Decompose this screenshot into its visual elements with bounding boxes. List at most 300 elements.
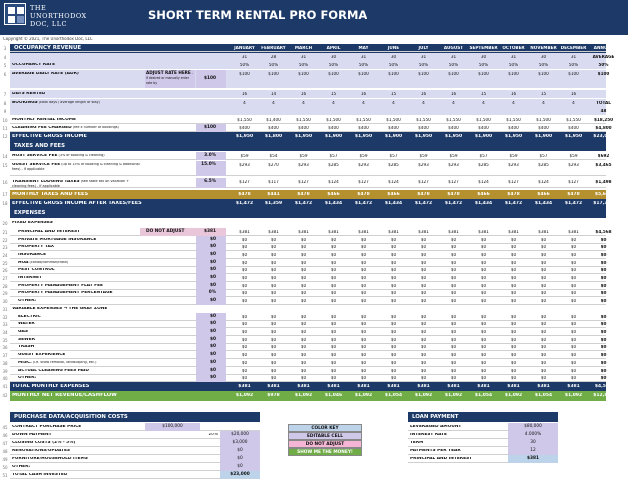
value-cell: 31 [450,55,457,59]
value-cell: $441 [267,192,280,197]
value-cell: $0 [270,361,277,365]
value-cell: $1,550 [416,118,431,122]
value-cell: $0 [330,330,337,334]
purchase-value[interactable]: $0 [220,463,260,471]
value-cell: $400 [418,126,429,130]
value-cell: $57 [329,154,338,158]
value-cell: $0 [480,376,487,380]
value-cell: $0 [270,322,277,326]
value-cell: 31 [510,55,517,59]
value-cell: $0 [540,376,547,380]
section-taxes-and-fees [10,141,606,151]
value-cell: $0 [330,276,337,280]
value-cell: 31 [300,55,307,59]
value-cell: $0 [570,261,577,265]
value-cell: $0 [360,284,367,288]
value-cell: $0 [540,261,547,265]
value-cell: $381 [418,230,429,234]
value-cell: $0 [420,268,427,272]
row-number: 26 [2,268,8,273]
purchase-price-input[interactable]: $100,000 [145,423,200,431]
value-cell: $0 [241,238,248,242]
value-cell: $0 [330,315,337,319]
value-cell: $0 [450,245,457,249]
value-cell: $0 [390,276,397,280]
value-cell: $381 [507,384,520,389]
color-key-dna: DO NOT ADJUST [288,440,362,448]
value-cell: $0 [540,284,547,288]
value-cell: $0 [540,245,547,249]
value-cell: $0 [570,322,577,326]
value-cell: $400 [388,126,399,130]
value-cell: $0 [450,353,457,357]
row-label: TRASH [18,345,35,349]
value-cell: $1,800 [264,134,283,139]
value-cell: $0 [450,238,457,242]
value-cell: $0 [480,291,487,295]
value-cell: $0 [510,353,517,357]
value-cell: $381 [477,384,490,389]
input-cell[interactable]: $0 [196,243,226,251]
row-number: 51 [2,473,8,478]
value-cell: $0 [600,338,607,342]
value-cell: $0 [570,315,577,319]
row-label: VARIABLE EXPENSES → THE GRAY ZONE [12,307,108,311]
value-cell: $0 [300,338,307,342]
value-cell: $1,500 [476,118,491,122]
value-cell: $1,434 [474,201,493,206]
row-number: 10 [2,118,8,123]
value-cell: $381 [327,384,340,389]
value-cell: $0 [360,338,367,342]
input-cell[interactable]: $100 [196,70,226,88]
value-cell: $0 [330,338,337,342]
value-cell: $478 [417,192,430,197]
value-cell: $0 [510,315,517,319]
value-cell: $1,950 [504,134,523,139]
value-cell: $0 [570,268,577,272]
value-cell: 50% [298,63,309,67]
value-cell: $57 [539,154,548,158]
value-cell: $0 [570,299,577,303]
row-number: 14 [2,154,8,159]
purchase-value[interactable]: $20,000 [220,431,260,439]
value-cell: $127 [358,180,369,184]
value-cell: $0 [600,322,607,326]
value-cell: $59 [509,154,518,158]
header-banner [0,0,628,35]
value-cell: $0 [270,369,277,373]
input-cell[interactable]: $0 [196,336,226,344]
value-cell: $0 [420,322,427,326]
value-cell: $1,950 [444,134,463,139]
value-cell: $0 [420,291,427,295]
value-cell: 50% [478,63,489,67]
value-cell: $100 [358,72,369,76]
loan-label: TERM [410,441,424,445]
row-number: 47 [2,441,8,446]
value-cell: $0 [270,299,277,303]
value-cell: $1,092 [504,393,523,398]
value-cell: 50% [448,63,459,67]
value-cell: $0 [330,253,337,257]
value-cell: $0 [330,369,337,373]
value-cell: $127 [508,180,519,184]
value-cell: $1,550 [446,118,461,122]
value-cell: $0 [480,299,487,303]
value-cell: $0 [270,353,277,357]
value-cell: $0 [600,315,607,319]
value-cell: 4 [332,101,335,105]
value-cell: $0 [570,245,577,249]
purchase-label: TOTAL CASH INVESTED [12,473,68,477]
value-cell: $0 [270,238,277,242]
value-cell: $5,655 [594,192,613,197]
value-cell: $0 [510,238,517,242]
loan-label: INTEREST RATE [410,433,447,437]
input-cell[interactable]: $0 [196,282,226,290]
input-cell[interactable]: $0 [196,297,226,305]
value-cell: 30 [480,55,487,59]
value-cell: $1,950 [294,134,313,139]
value-cell: $381 [238,384,251,389]
row-label: HOST SERVICE FEE (3% of booking & cleaning) [12,154,105,158]
value-cell: $0 [450,376,457,380]
value-cell: $0 [450,276,457,280]
value-cell: $0 [241,299,248,303]
value-cell: $59 [449,154,458,158]
value-cell: $0 [270,376,277,380]
value-cell: $0 [510,253,517,257]
row-label: BOOKINGS (total days / average length of stay) [12,101,100,105]
row-number: 50 [2,465,8,470]
row-label: TOTAL MONTHLY EXPENSES [12,384,90,389]
input-cell[interactable]: $100 [196,124,226,132]
value-cell: $0 [450,330,457,334]
value-cell: $0 [270,345,277,349]
row-label: TRANSIENT LODGING TAXES (see state tax on vacation + cleaning fees) - if applicable [12,180,129,188]
value-cell: $285 [328,163,339,167]
value-cell: $0 [600,276,607,280]
value-cell: $0 [540,299,547,303]
value-cell: 30 [390,55,397,59]
input-cell[interactable]: $381 [196,228,226,236]
row-label: ELECTRIC [18,315,41,319]
value-cell: $1,900 [474,134,493,139]
value-cell: $0 [570,291,577,295]
value-cell: $0 [450,338,457,342]
input-cell[interactable]: 15.0% [196,161,226,176]
row-number: 48 [2,449,8,454]
value-cell: $0 [270,291,277,295]
row-sublabel: (fee x number of bookings) [71,126,119,129]
row-number: 39 [2,369,8,374]
copyright-text: Copyright © 2021, The Unorthodox Doc, LLC [3,37,93,41]
input-cell[interactable]: $0 [196,251,226,259]
row-number: 6 [3,72,7,77]
purchase-label: OTHER: [12,465,31,469]
value-cell: 31 [420,55,427,59]
adjust-rate-note: ADJUST RATE HERE - if desired or manually enter rate by [145,70,195,88]
value-cell: $0 [300,238,307,242]
value-cell: $0 [480,261,487,265]
value-cell: $0 [540,353,547,357]
input-cell[interactable]: $0 [196,236,226,244]
value-cell: $0 [420,353,427,357]
input-cell[interactable]: $0 [196,351,226,359]
row-number: 22 [2,238,8,243]
value-cell: 4 [272,101,275,105]
value-cell: $0 [480,276,487,280]
value-cell: 15 [540,92,547,96]
value-cell: 15 [480,92,487,96]
row-label: CLEANING FEE CHARGED (fee x number of bookings) [12,126,119,130]
input-cell[interactable]: $0 [196,328,226,336]
value-cell: $1,092 [564,393,583,398]
month-header: NOVEMBER [530,46,557,50]
value-cell: $0 [480,268,487,272]
row-number: 32 [2,315,8,320]
value-cell: $0 [570,238,577,242]
loan-value[interactable]: 30 [508,439,558,447]
input-cell[interactable]: $0 [196,259,226,267]
value-cell: $0 [241,261,248,265]
value-cell: $0 [540,369,547,373]
value-cell: $0 [450,291,457,295]
value-cell: $466 [387,192,400,197]
value-cell: 4 [512,101,515,105]
input-cell[interactable]: $0 [196,343,226,351]
value-cell: $0 [510,330,517,334]
month-header: DECEMBER [560,46,587,50]
value-cell: $4,800 [595,126,612,130]
value-cell: $400 [239,126,250,130]
value-cell: $0 [600,245,607,249]
value-cell: $0 [480,238,487,242]
value-cell: $0 [330,299,337,303]
value-cell: $692 [597,154,610,158]
value-cell: 50% [328,63,339,67]
row-label: PROPERTY MANAGEMENT FLAT FEE [18,284,103,288]
value-cell: $0 [300,376,307,380]
value-cell: $0 [600,238,607,242]
value-cell: $0 [360,299,367,303]
value-cell: $59 [299,154,308,158]
value-cell: 48 [600,109,607,113]
value-cell: $0 [300,361,307,365]
value-cell: $0 [390,291,397,295]
value-cell: $0 [300,291,307,295]
loan-value[interactable]: 4.000% [508,431,558,439]
value-cell: $1,092 [414,393,433,398]
value-cell: $1,900 [324,134,343,139]
purchase-label: FURNITURE/HOUSEHOLD ITEMS [12,457,88,461]
row-label: MONTHLY NET REVENUE/CASHFLOW [12,393,117,398]
loan-value[interactable]: $80,000 [508,423,558,431]
value-cell: $0 [450,261,457,265]
purchase-label: DOWN PAYMENT [12,433,52,437]
value-cell: $381 [568,230,579,234]
value-cell: $1,434 [534,201,553,206]
loan-value[interactable]: 12 [508,447,558,455]
value-cell: $0 [420,276,427,280]
purchase-label: CONTRACT PURCHASE PRICE [12,425,82,429]
row-label: PROPERTY MANAGEMENT PERCENTAGE [18,291,113,295]
month-header: JUNE [387,46,400,50]
value-cell: $124 [388,180,399,184]
purchase-value[interactable]: $0 [220,455,260,463]
value-cell: $0 [600,330,607,334]
input-cell[interactable]: 3.0% [196,152,226,160]
value-cell: $0 [300,322,307,326]
value-cell: $466 [477,192,490,197]
row-label: GUEST SERVICE FEE (up to 15% of booking & cleaning & additional fees) - if applicable [12,163,140,171]
value-cell: $0 [540,322,547,326]
value-cell: $381 [357,384,370,389]
value-cell: $0 [450,361,457,365]
value-cell: $285 [478,163,489,167]
value-cell: $285 [388,163,399,167]
purchase-value: $23,000 [220,471,260,479]
value-cell: $0 [241,376,248,380]
value-cell: $0 [270,315,277,319]
value-cell: $0 [300,284,307,288]
value-cell: $0 [330,361,337,365]
value-cell: $0 [420,238,427,242]
value-cell: $1,092 [444,393,463,398]
value-cell: $400 [508,126,519,130]
month-header: AUGUST [443,46,464,50]
value-cell: $0 [241,276,248,280]
value-cell: $381 [267,384,280,389]
value-cell: $1,434 [384,201,403,206]
row-number: 38 [2,361,8,366]
row-label: EFFECTIVE GROSS INCOME [12,134,87,139]
value-cell: $0 [480,361,487,365]
row-label: INTERNET [18,276,42,280]
row-label: OTHER: [18,376,37,380]
row-sublabel: (total days / average length of stay) [37,101,100,104]
color-key-money: SHOW ME THE MONEY! [288,448,362,456]
value-cell: $0 [241,369,248,373]
row-label: SEWER [18,338,36,342]
value-cell: $0 [300,299,307,303]
value-cell: 30 [540,55,547,59]
value-cell: $0 [330,245,337,249]
value-cell: $1,500 [536,118,551,122]
input-cell[interactable]: $0 [196,274,226,282]
value-cell: $0 [360,253,367,257]
input-cell[interactable]: 6.5% [196,178,226,188]
input-cell[interactable]: $0 [196,320,226,328]
value-cell: $1,472 [504,201,523,206]
value-cell: 50% [239,63,250,67]
value-cell: $100 [538,72,549,76]
value-cell: $0 [241,253,248,257]
value-cell: $0 [510,291,517,295]
value-cell: $0 [360,376,367,380]
value-cell: 16 [450,92,457,96]
value-cell: $978 [267,393,280,398]
section-title: PURCHASE DATA/ACQUISITION COSTS [14,414,128,420]
value-cell: $0 [330,353,337,357]
value-cell: $1,472 [444,201,463,206]
value-cell: $1,550 [356,118,371,122]
value-cell: $0 [330,261,337,265]
value-cell: $0 [450,322,457,326]
value-cell: $117 [268,180,279,184]
row-number: 30 [2,299,8,304]
row-number: 40 [2,376,8,381]
value-cell: $400 [448,126,459,130]
value-cell: 28 [270,55,277,59]
value-cell: $0 [360,245,367,249]
value-cell: $0 [420,376,427,380]
value-cell: $59 [419,154,428,158]
value-cell: $100 [239,72,250,76]
value-cell: $0 [330,268,337,272]
value-cell: $0 [390,330,397,334]
input-cell[interactable]: $0 [196,266,226,274]
value-cell: $1,950 [564,134,583,139]
input-cell[interactable]: 0% [196,289,226,297]
value-cell: 4 [392,101,395,105]
value-cell: $0 [360,330,367,334]
value-cell: $0 [270,253,277,257]
month-header: APRIL [326,46,341,50]
value-cell: $0 [241,345,248,349]
input-cell[interactable]: $0 [196,359,226,367]
value-cell: 4 [302,101,305,105]
value-cell: $400 [478,126,489,130]
value-cell: $381 [388,230,399,234]
value-cell: $0 [241,353,248,357]
purchase-value[interactable]: $0 [220,447,260,455]
input-cell[interactable]: $0 [196,313,226,321]
row-number: 29 [2,291,8,296]
value-cell: $1,054 [384,393,403,398]
value-cell: 50% [508,63,519,67]
value-cell: $381 [298,230,309,234]
value-cell: $0 [300,245,307,249]
value-cell: $0 [540,315,547,319]
value-cell: $0 [480,284,487,288]
input-cell[interactable]: $0 [196,374,226,382]
value-cell: $0 [270,245,277,249]
value-cell: $0 [300,276,307,280]
value-cell: $124 [328,180,339,184]
row-number: 5 [3,63,7,68]
row-label: PROPERTY TAX [18,245,55,249]
value-cell: $0 [241,361,248,365]
value-cell: $381 [448,230,459,234]
row-number: 3 [3,46,7,51]
month-header: JANUARY [234,46,255,50]
value-cell: $0 [600,261,607,265]
input-cell[interactable]: $0 [196,367,226,375]
purchase-value[interactable]: $3,000 [220,439,260,447]
value-cell: $57 [389,154,398,158]
value-cell: $0 [450,268,457,272]
value-cell: 4 [362,101,365,105]
value-cell: $0 [540,330,547,334]
value-cell: 16 [300,92,307,96]
value-cell: 16 [420,92,427,96]
value-cell: $1,472 [414,201,433,206]
value-cell: 50% [418,63,429,67]
value-cell: 50% [568,63,579,67]
row-label: MONTHLY TAXES AND FEES [12,192,89,197]
